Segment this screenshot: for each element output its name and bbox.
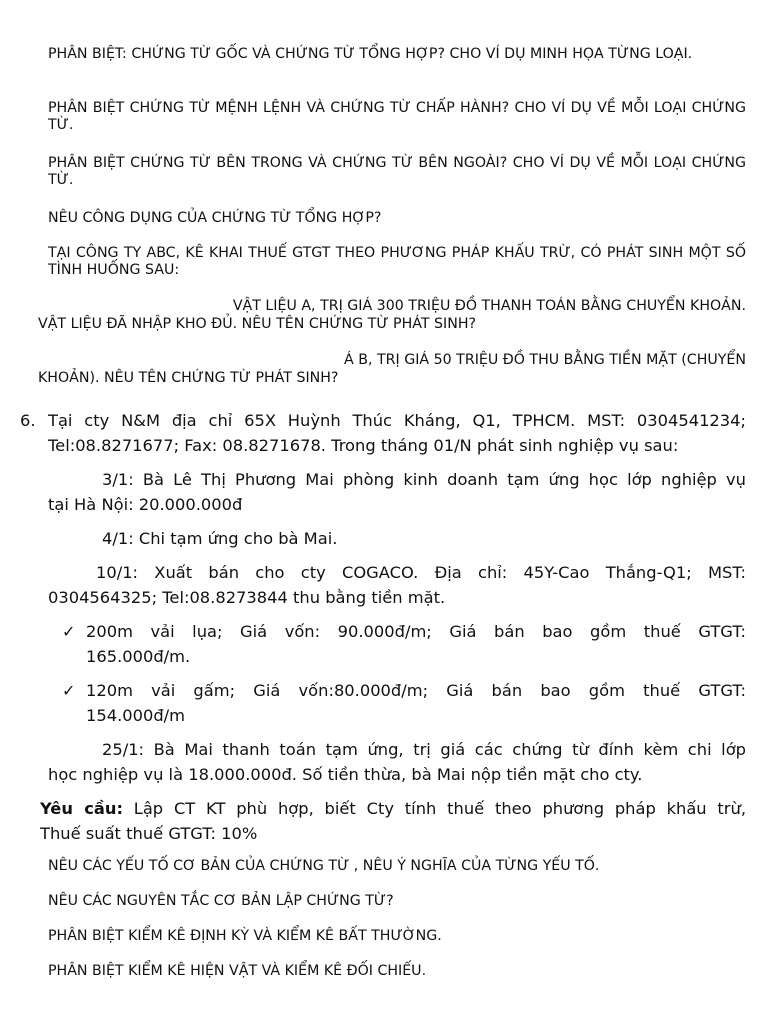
- checkmark-icon: ✓: [62, 681, 76, 700]
- exercise-number: 6.: [20, 411, 36, 430]
- question-elements: NÊU CÁC YẾU TỐ CƠ BẢN CỦA CHỨNG TỪ , NÊU Ý NGHĨA CỦA TỪNG YẾU TỐ.: [48, 858, 600, 874]
- entry-25-1-line-2: học nghiệp vụ là 18.000.000đ. Số tiền thừa, bà Mai nộp tiền mặt cho cty.: [48, 765, 643, 784]
- question-periodic-inventory: PHÂN BIỆT KIỂM KÊ ĐỊNH KỲ VÀ KIỂM KÊ BẤT THƯỜNG.: [48, 928, 442, 944]
- question-abc-intro: TẠI CÔNG TY ABC, KÊ KHAI THUẾ GTGT THEO PHƯƠNG PHÁP KHẤU TRỪ, CÓ PHÁT SINH MỘT SỐ TÌNH HUỐNG SAU:: [48, 245, 746, 278]
- entry-3-1-line-1: 3/1: Bà Lê Thị Phương Mai phòng kinh doanh tạm ứng học lớp nghiệp vụ: [102, 470, 746, 489]
- bullet-brocade-line-1: 120m vải gấm; Giá vốn:80.000đ/m; Giá bán bao gồm thuế GTGT:: [86, 681, 746, 700]
- requirement-label: Yêu cầu:: [40, 799, 123, 818]
- case-a-line-2: VẬT LIỆU ĐÃ NHẬP KHO ĐỦ. NÊU TÊN CHỨNG TỪ PHÁT SINH?: [38, 316, 477, 332]
- exercise-intro-line-2: Tel:08.8271677; Fax: 08.8271678. Trong tháng 01/N phát sinh nghiệp vụ sau:: [48, 436, 679, 455]
- case-b-line-1: Á B, TRỊ GIÁ 50 TRIỆU ĐỒ THU BẰNG TIỀN MẶT (CHUYỂN: [344, 352, 746, 368]
- bullet-silk-line-1: 200m vải lụa; Giá vốn: 90.000đ/m; Giá bán bao gồm thuế GTGT:: [86, 622, 746, 641]
- entry-3-1-line-2: tại Hà Nội: 20.000.000đ: [48, 495, 243, 514]
- bullet-silk-line-2: 165.000đ/m.: [86, 647, 191, 666]
- entry-4-1: 4/1: Chi tạm ứng cho bà Mai.: [102, 529, 338, 548]
- question-summary-use: NÊU CÔNG DỤNG CỦA CHỨNG TỪ TỔNG HỢP?: [48, 210, 382, 226]
- entry-10-1-line-1: 10/1: Xuất bán cho cty COGACO. Địa chỉ: 45Y-Cao Thắng-Q1; MST:: [96, 563, 746, 582]
- exercise-intro-line-1: Tại cty N&M địa chỉ 65X Huỳnh Thúc Kháng, Q1, TPHCM. MST: 0304541234;: [48, 411, 746, 430]
- question-physical-inventory: PHÂN BIỆT KIỂM KÊ HIỆN VẬT VÀ KIỂM KÊ ĐỐI CHIẾU.: [48, 963, 427, 979]
- question-principles: NÊU CÁC NGUYÊN TẮC CƠ BẢN LẬP CHỨNG TỪ?: [48, 893, 394, 909]
- question-command-vs-execution: PHÂN BIỆT CHỨNG TỪ MỆNH LỆNH VÀ CHỨNG TỪ CHẤP HÀNH? CHO VÍ DỤ VỀ MỖI LOẠI CHỨNG TỪ.: [48, 100, 746, 133]
- requirement-line-1: [40, 796, 746, 821]
- bullet-brocade-line-2: 154.000đ/m: [86, 706, 186, 725]
- requirement-text: Lập CT KT phù hợp, biết Cty tính thuế theo phương pháp khấu trừ,: [122, 799, 746, 818]
- checkmark-icon: ✓: [62, 622, 76, 641]
- case-a-line-1: VẬT LIỆU A, TRỊ GIÁ 300 TRIỆU ĐỒ THANH TOÁN BẰNG CHUYỂN KHOẢN.: [232, 298, 746, 314]
- entry-25-1-line-1: 25/1: Bà Mai thanh toán tạm ứng, trị giá các chứng từ đính kèm chi lớp: [102, 740, 746, 759]
- question-internal-vs-external: PHÂN BIỆT CHỨNG TỪ BÊN TRONG VÀ CHỨNG TỪ BÊN NGOÀI? CHO VÍ DỤ VỀ MỖI LOẠI CHỨNG TỪ.: [48, 155, 746, 188]
- requirement-line-2: Thuế suất thuế GTGT: 10%: [40, 824, 258, 843]
- question-original-vs-summary: PHÂN BIỆT: CHỨNG TỪ GỐC VÀ CHỨNG TỪ TỔNG HỢP? CHO VÍ DỤ MINH HỌA TỪNG LOẠI.: [48, 46, 693, 62]
- entry-10-1-line-2: 0304564325; Tel:08.8273844 thu bằng tiền mặt.: [48, 588, 446, 607]
- case-b-line-2: KHOẢN). NÊU TÊN CHỨNG TỪ PHÁT SINH?: [38, 370, 339, 386]
